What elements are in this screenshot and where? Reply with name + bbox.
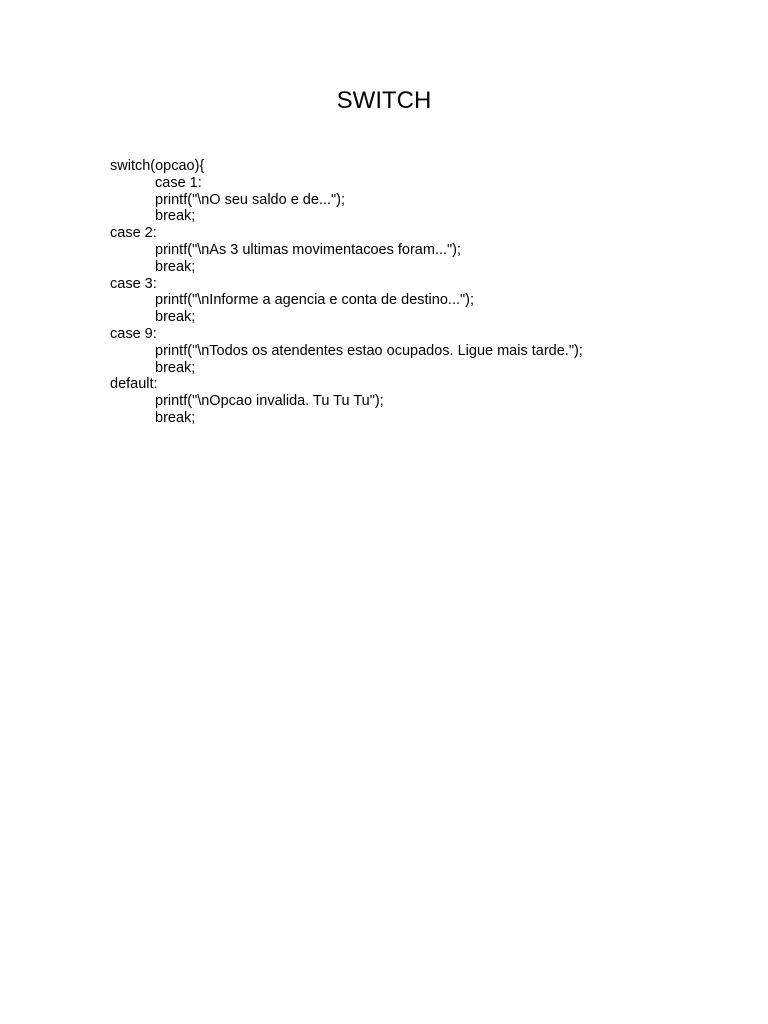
- code-line: break;: [155, 409, 196, 426]
- code-line: printf("\nInforme a agencia e conta de destino...");: [155, 292, 474, 309]
- code-block: [110, 158, 710, 427]
- code-line: break;: [155, 208, 196, 225]
- code-line: break;: [155, 359, 196, 376]
- code-line: case 1:: [155, 174, 202, 191]
- code-line: printf("\nAs 3 ultimas movimentacoes foram...");: [155, 241, 462, 258]
- code-line: case 9:: [110, 325, 157, 342]
- code-line: break;: [155, 258, 196, 275]
- code-line: printf("\nOpcao invalida. Tu Tu Tu");: [155, 393, 384, 410]
- code-line: break;: [155, 309, 196, 326]
- code-line: default:: [110, 376, 158, 393]
- page-title: SWITCH: [336, 87, 432, 114]
- code-line: printf("\nTodos os atendentes estao ocupados. Ligue mais tarde.");: [155, 342, 583, 359]
- code-line: case 2:: [110, 225, 157, 242]
- code-line: printf("\nO seu saldo e de...");: [155, 191, 346, 208]
- code-line: switch(opcao){: [110, 158, 205, 174]
- code-line: case 3:: [110, 275, 157, 292]
